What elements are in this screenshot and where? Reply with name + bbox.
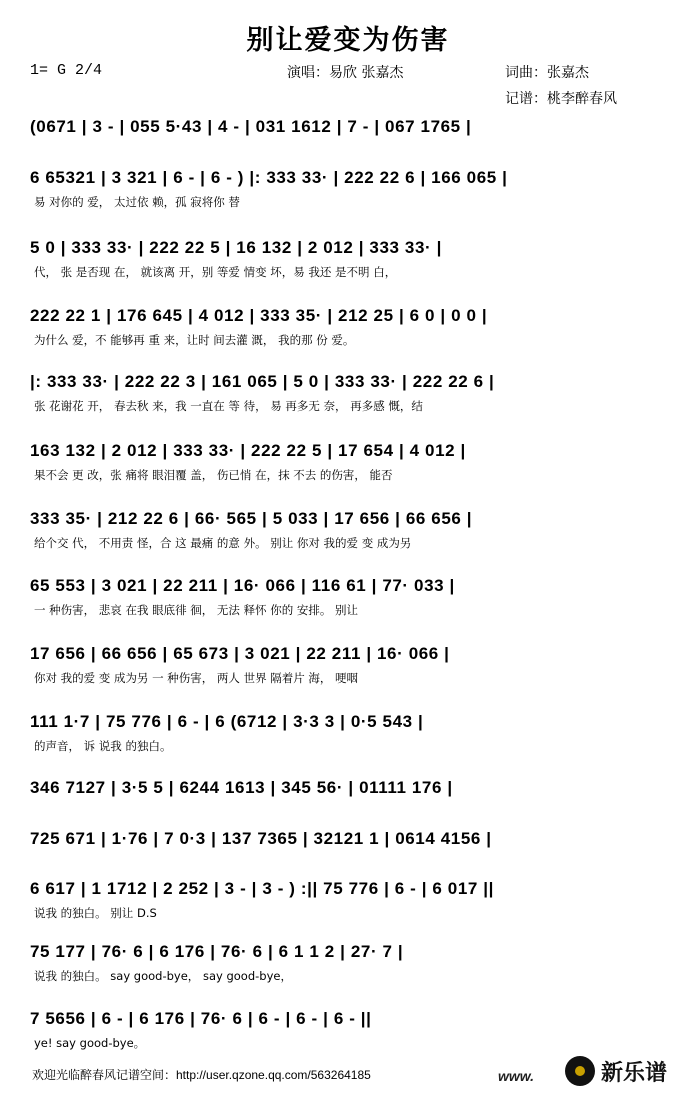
lyric-line: 果不会 更 改，张 痛将 眼泪覆 盖， 伤已悄 在，抹 不去 的伤害， 能否 (34, 468, 393, 482)
score-line (30, 642, 662, 702)
lyric-line: 代， 张 是否现 在， 就该离 开，别 等爱 情变 坏，易 我还 是不明 白， (34, 265, 397, 279)
record-icon (565, 1056, 595, 1086)
lyricist: 词曲：张嘉杰 (505, 65, 589, 81)
score-line (30, 574, 662, 634)
notation: 725 671 | 1·76 | 7 0·3 | 137 7365 | 32121 1 | 0614 4156 | (30, 829, 492, 848)
notation: 333 35· | 212 22 6 | 66· 565 | 5 033 | 17 656 | 66 656 | (30, 509, 473, 528)
score-line (30, 304, 662, 364)
notation: 6 617 | 1 1712 | 2 252 | 3 - | 3 - ) :|| 75 776 | 6 - | 6 017 || (30, 879, 494, 898)
lyric-line: ye! say good-bye。 (34, 1036, 146, 1050)
singers: 演唱：易欣 张嘉杰 (287, 65, 404, 81)
notation: 5 0 | 333 33· | 222 22 5 | 16 132 | 2 012 | 333 33· | (30, 238, 442, 257)
score-line (30, 236, 662, 296)
lyric-line: 的声音， 诉 说我 的独白。 (34, 739, 172, 753)
song-title: 别让爱变为伤害 (246, 25, 450, 56)
score-line (30, 507, 662, 567)
lyric-line: 张 花谢花 开， 春去秋 来，我 一直在 等 待， 易 再多无 奈， 再多感 慨，结 (34, 399, 423, 413)
lyric-line: 一 种伤害， 悲哀 在我 眼底徘 徊， 无法 释怀 你的 安排。 别让 (34, 603, 359, 617)
notation: 6 65321 | 3 321 | 6 - | 6 - ) |: 333 33· | 222 22 6 | 166 065 | (30, 168, 508, 187)
notation: 111 1·7 | 75 776 | 6 - | 6 (6712 | 3·3 3 | 0·5 543 | (30, 712, 424, 731)
notation: 222 22 1 | 176 645 | 4 012 | 333 35· | 212 25 | 6 0 | 0 0 | (30, 306, 488, 325)
score-line (30, 166, 662, 226)
notation: 346 7127 | 3·5 5 | 6244 1613 | 345 56· | 01111 176 | (30, 778, 453, 797)
site-logo (565, 1053, 691, 1089)
notation: 17 656 | 66 656 | 65 673 | 3 021 | 22 211 | 16· 066 | (30, 644, 450, 663)
notation: 163 132 | 2 012 | 333 33· | 222 22 5 | 17 654 | 4 012 | (30, 441, 466, 460)
notation: 7 5656 | 6 - | 6 176 | 76· 6 | 6 - | 6 - | 6 - || (30, 1009, 372, 1028)
transcriber: 记谱：桃李醉春风 (505, 91, 617, 107)
notation: (0671 | 3 - | 055 5·43 | 4 - | 031 1612 | 7 - | 067 1765 | (30, 117, 472, 136)
notation: |: 333 33· | 222 22 3 | 161 065 | 5 0 | 333 33· | 222 22 6 | (30, 372, 495, 391)
logo-text: 新乐谱 (601, 1060, 668, 1086)
lyric-line: 你对 我的爱 变 成为另 一 种伤害， 两人 世界 隔着片 海， 哽咽 (34, 671, 359, 685)
lyric-line: 为什么 爱，不 能够再 重 来，让时 间去灌 溉， 我的那 份 爱。 (34, 333, 355, 347)
footer-credit: 欢迎光临醉春风记谱空间：http://user.qzone.qq.com/563264185 (32, 1068, 371, 1082)
score-line (30, 940, 662, 1000)
score-line (30, 439, 662, 499)
score-line (30, 710, 662, 770)
notation: 75 177 | 76· 6 | 6 176 | 76· 6 | 6 1 1 2 | 27· 7 | (30, 942, 404, 961)
watermark-url: www. (498, 1068, 535, 1084)
lyric-line: 说我 的独白。 别让 D.S (34, 906, 157, 920)
score-line (30, 370, 662, 430)
lyric-line: 易 对你的 爱， 太过依 赖，孤 寂将你 替 (34, 195, 240, 209)
lyric-line: 给个交 代， 不用责 怪，合 这 最痛 的意 外。 别让 你对 我的爱 变 成为另 (34, 536, 412, 550)
notation: 65 553 | 3 021 | 22 211 | 16· 066 | 116 61 | 77· 033 | (30, 576, 455, 595)
score-line (30, 877, 662, 937)
lyric-line: 说我 的独白。 say good-bye， say good-bye， (34, 969, 292, 983)
key-signature: 1= G 2/4 (30, 62, 103, 79)
